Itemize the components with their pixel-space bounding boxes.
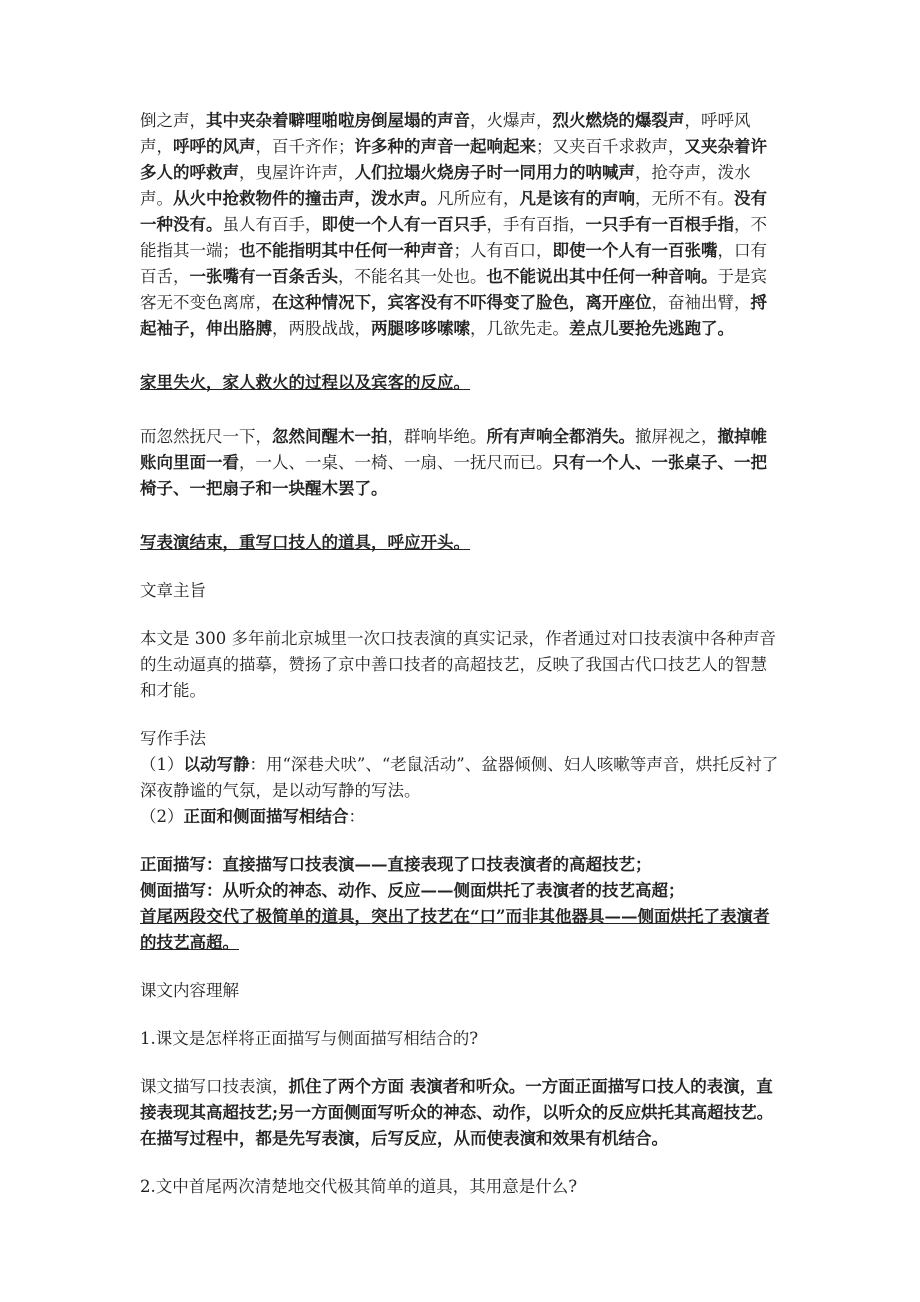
question-2: 2.文中首尾两次清楚地交代极其简单的道具，其用意是什么?: [140, 1177, 578, 1196]
props-description-text: 首尾两段交代了极简单的道具，突出了技艺在“口”而非其他器具——侧面烘托了表演者的技艺高超。: [140, 907, 770, 952]
text-run: 所有声响全都消失。: [486, 427, 635, 446]
text-run: ，手有百指，: [486, 215, 586, 234]
theme-text: 本文是 300 多年前北京城里一次口技表演的真实记录，作者通过对口技表演中各种声音的生动逼真的描摹，赞扬了京中善口技者的高超技艺，反映了我国古代口技艺人的智慧和才能。: [140, 629, 776, 700]
text-run: 倒之声，: [140, 111, 206, 130]
text-run: 捋起袖子，伸出胳膊: [140, 293, 767, 338]
text-run: 抓住了两个方面 表演者和听众。一方面正面描写口技人的表演，直接表现其高超技艺;另一方面侧面写听众的神态、动作，以听众的反应烘托其高超技艺。在描写过程中，都是先写表演，后写反应，从而使表演和效果有机结合。: [140, 1077, 774, 1148]
text-run: 课文描写口技表演，: [140, 1077, 289, 1096]
text-run: 即使一个人有一百张嘴: [552, 241, 718, 260]
heading-theme: 文章主旨: [140, 581, 206, 600]
text-run: ，不能指其一端；: [140, 215, 767, 260]
text-run: 又夹杂着许多人的呼救声: [140, 137, 767, 182]
text-run: ，口有百舌，: [140, 241, 767, 286]
summary-fire: [140, 370, 780, 396]
text-run: 也不能说出其中任何一种音响。: [486, 267, 718, 286]
text-run: 在这种情况下，宾客没有不吓得变了脸色，离开座位: [272, 293, 652, 312]
front-description: 正面描写：直接描写口技表演——直接表现了口技表演者的高超技艺；: [140, 855, 652, 874]
text-run: ，奋袖出臂，: [651, 293, 751, 312]
text-run: 其中夹杂着噼哩啪啦房倒屋塌的声音: [206, 111, 470, 130]
text-run: 撤掉帷账向里面一看: [140, 427, 767, 472]
summary-end: [140, 530, 780, 556]
question-1: 1.课文是怎样将正面描写与侧面描写相结合的?: [140, 1029, 479, 1048]
text-run: 一张嘴有一百条舌头: [189, 267, 338, 286]
text-run: ，呼呼风声，: [140, 111, 751, 156]
text-run: ：用“深巷犬吠”、“老鼠活动”、盆器倾侧、妇人咳嗽等声音，烘托反衬了深夜静谧的气氛，是以动写静的写法。: [140, 755, 779, 800]
text-run: 凡所应有，: [437, 189, 520, 208]
text-run: 许多种的声音一起响起来: [354, 137, 536, 156]
text-run: （2）: [140, 807, 184, 826]
text-run: 只有一个人、一张桌子、一把椅子、一把扇子和一块醒木罢了。: [140, 453, 767, 498]
text-run: ，一人、一桌、一椅、一扇、一抚尺而已。: [239, 453, 553, 472]
document-body: [140, 108, 780, 1200]
text-run: 呼呼的风声: [173, 137, 256, 156]
text-run: 而忽然抚尺一下，: [140, 427, 272, 446]
text-run: 虽人有百手，: [222, 215, 322, 234]
text-run: 忽然间醒木一拍: [272, 427, 388, 446]
text-run: 烈火燃烧的爆裂声: [552, 111, 685, 130]
text-run: ，无所不有。: [635, 189, 734, 208]
answer-1: [140, 1074, 780, 1152]
text-run: 凡是该有的声响: [519, 189, 635, 208]
text-run: ，不能名其一处也。: [338, 267, 487, 286]
text-run: 于是宾客无不变色离席，: [140, 267, 767, 312]
method-item-1: [140, 752, 780, 804]
text-run: 一只手有一百根手指: [585, 215, 734, 234]
text-run: ，抢夺声，泼水声。: [140, 163, 751, 208]
heading-understand: 课文内容理解: [140, 981, 239, 1000]
text-run: ，两股战战，: [272, 319, 371, 338]
side-description: 侧面描写：从听众的神态、动作、反应——侧面烘托了表演者的技艺高超；: [140, 881, 685, 900]
summary-fire-text: 家里失火，家人救火的过程以及宾客的反应。: [140, 373, 470, 392]
text-run: 以动写静: [183, 755, 250, 774]
text-run: ：: [348, 807, 365, 826]
text-run: 差点儿要抢先逃跑了。: [569, 319, 734, 338]
text-run: 正面和侧面描写相结合: [183, 807, 349, 826]
text-run: ；人有百口，: [453, 241, 553, 260]
text-run: ；又夹百千求救声，: [536, 137, 685, 156]
text-run: 也不能指明其中任何一种声音: [239, 241, 454, 260]
text-run: 撤屏视之，: [635, 427, 718, 446]
text-run: 没有一种没有。: [140, 189, 767, 234]
text-run: 两腿哆哆嗦嗦: [371, 319, 470, 338]
method-item-2: [140, 804, 780, 830]
summary-end-text: 写表演结束，重写口技人的道具，呼应开头。: [140, 533, 470, 552]
heading-method: 写作手法: [140, 729, 206, 748]
text-run: ，百千齐作；: [255, 137, 355, 156]
text-run: ，曳屋许许声，: [239, 163, 355, 182]
text-run: ，火爆声，: [470, 111, 553, 130]
text-run: ，群响毕绝。: [387, 427, 487, 446]
paragraph-translation-fire: [140, 108, 780, 342]
text-run: （1）: [140, 755, 184, 774]
text-run: ，几欲先走。: [470, 319, 569, 338]
text-run: 即使一个人有一百只手: [321, 215, 487, 234]
text-run: 从火中抢救物件的撞击声，泼水声。: [173, 189, 437, 208]
text-run: 人们拉塌火烧房子时一同用力的呐喊声: [354, 163, 635, 182]
paragraph-translation-end: [140, 424, 780, 502]
props-description: [140, 904, 780, 956]
